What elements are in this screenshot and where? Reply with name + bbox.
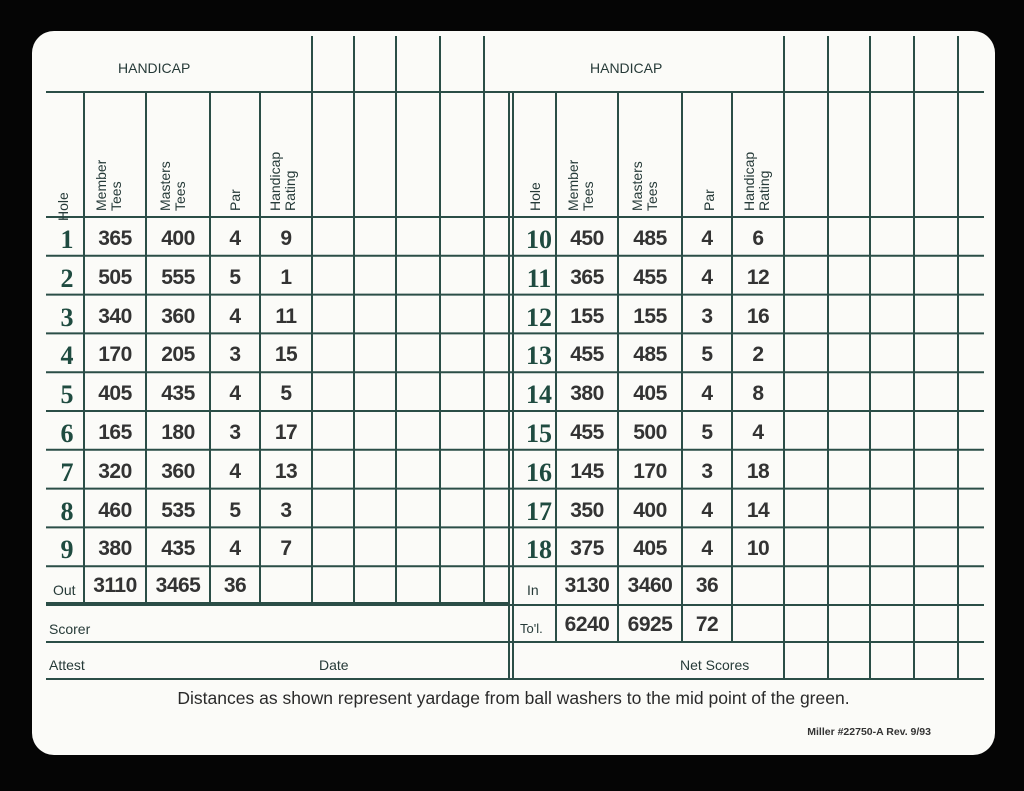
handicap-rating-value: 11 bbox=[275, 304, 297, 328]
hole-number: 12 bbox=[526, 302, 552, 332]
masters-tees-label: Masters Tees bbox=[629, 161, 660, 211]
par-value: 4 bbox=[229, 537, 241, 561]
member-tees-yardage: 455 bbox=[570, 421, 604, 444]
par-value: 4 bbox=[701, 227, 713, 250]
in-member: 3130 bbox=[564, 574, 610, 597]
masters-tees-yardage: 360 bbox=[161, 459, 195, 483]
member-tees-yardage: 505 bbox=[98, 265, 132, 289]
total-member: 6240 bbox=[564, 613, 610, 636]
par-value: 3 bbox=[229, 343, 241, 367]
member-tees-label: Member Tees bbox=[93, 159, 124, 211]
attest-label: Attest bbox=[49, 657, 85, 673]
handicap-rating-value: 4 bbox=[752, 421, 764, 444]
handicap-rating-value: 3 bbox=[280, 498, 292, 522]
member-tees-header-right bbox=[566, 160, 596, 211]
hole-number: 4 bbox=[60, 341, 74, 371]
hole-number: 15 bbox=[526, 419, 552, 448]
handicap-rating-value: 18 bbox=[746, 459, 770, 483]
in-masters: 3460 bbox=[627, 574, 673, 597]
in-label: In bbox=[527, 582, 539, 598]
member-tees-label: Member Tees bbox=[565, 159, 596, 211]
par-value: 4 bbox=[701, 537, 713, 561]
hole-number: 3 bbox=[60, 302, 74, 332]
member-tees-yardage: 365 bbox=[98, 227, 132, 250]
par-value: 3 bbox=[701, 304, 713, 328]
member-tees-yardage: 365 bbox=[570, 265, 604, 289]
hole-number: 8 bbox=[60, 496, 74, 526]
hole-number: 14 bbox=[526, 380, 552, 410]
hole-number: 16 bbox=[526, 457, 552, 487]
member-tees-yardage: 340 bbox=[98, 304, 132, 328]
masters-tees-yardage: 180 bbox=[161, 421, 195, 444]
member-tees-yardage: 460 bbox=[98, 498, 132, 522]
member-tees-yardage: 320 bbox=[98, 459, 132, 483]
handicap-header-left: HANDICAP bbox=[118, 60, 191, 76]
member-tees-yardage: 450 bbox=[570, 227, 604, 250]
handicap-rating-value: 2 bbox=[752, 343, 764, 367]
hole-number: 7 bbox=[60, 457, 74, 487]
hole-number: 17 bbox=[526, 496, 552, 526]
masters-tees-yardage: 435 bbox=[161, 537, 195, 561]
masters-tees-yardage: 455 bbox=[633, 265, 667, 289]
handicap-rating-value: 15 bbox=[274, 343, 298, 367]
out-label: Out bbox=[53, 582, 76, 598]
masters-tees-yardage: 555 bbox=[161, 265, 195, 289]
par-value: 4 bbox=[701, 382, 713, 406]
masters-tees-yardage: 400 bbox=[161, 227, 195, 250]
masters-tees-yardage: 400 bbox=[633, 498, 667, 522]
scorecard bbox=[32, 31, 995, 755]
masters-tees-yardage: 360 bbox=[161, 304, 195, 328]
member-tees-yardage: 155 bbox=[570, 304, 604, 328]
handicap-rating-value: 14 bbox=[746, 498, 770, 522]
hole-number: 18 bbox=[526, 535, 552, 565]
masters-tees-yardage: 435 bbox=[161, 382, 195, 406]
total-masters: 6925 bbox=[627, 613, 673, 636]
masters-tees-yardage: 405 bbox=[633, 382, 667, 406]
masters-tees-yardage: 485 bbox=[633, 343, 667, 367]
member-tees-yardage: 145 bbox=[570, 459, 604, 483]
member-tees-yardage: 455 bbox=[570, 343, 604, 367]
handicap-rating-label: Handicap Rating bbox=[741, 151, 772, 211]
member-tees-yardage: 375 bbox=[570, 537, 604, 561]
handicap-rating-value: 6 bbox=[752, 227, 764, 250]
handicap-rating-value: 8 bbox=[752, 382, 764, 406]
hole-header-right: Hole bbox=[527, 182, 543, 211]
par-value: 4 bbox=[229, 304, 241, 328]
par-value: 5 bbox=[701, 343, 713, 367]
hole-number: 10 bbox=[526, 225, 552, 254]
member-tees-yardage: 405 bbox=[98, 382, 132, 406]
hole-number: 2 bbox=[60, 263, 74, 293]
par-value: 4 bbox=[229, 227, 241, 250]
handicap-rating-header-right bbox=[742, 152, 772, 211]
out-masters: 3465 bbox=[155, 574, 201, 597]
distance-footnote: Distances as shown represent yardage from ball washers to the mid point of the green. bbox=[177, 688, 850, 708]
par-value: 5 bbox=[229, 498, 241, 522]
masters-tees-yardage: 205 bbox=[161, 343, 195, 367]
member-tees-yardage: 170 bbox=[98, 343, 132, 367]
handicap-rating-value: 7 bbox=[280, 537, 292, 561]
hole-number: 5 bbox=[60, 380, 74, 410]
masters-tees-yardage: 405 bbox=[633, 537, 667, 561]
out-member: 3110 bbox=[93, 574, 137, 597]
par-value: 4 bbox=[701, 265, 713, 289]
masters-tees-header-right bbox=[630, 161, 660, 211]
par-value: 5 bbox=[701, 421, 713, 444]
hole-number: 9 bbox=[60, 535, 74, 565]
handicap-rating-value: 10 bbox=[746, 537, 770, 561]
masters-tees-yardage: 155 bbox=[633, 304, 667, 328]
masters-tees-header-left bbox=[158, 161, 188, 211]
par-header-right: Par bbox=[701, 189, 717, 211]
member-tees-yardage: 380 bbox=[98, 537, 132, 561]
par-value: 3 bbox=[701, 459, 713, 483]
masters-tees-yardage: 535 bbox=[161, 498, 195, 522]
hole-number: 11 bbox=[526, 263, 552, 293]
form-number: Miller #22750-A Rev. 9/93 bbox=[807, 726, 931, 738]
total-par: 72 bbox=[695, 613, 719, 636]
handicap-rating-label: Handicap Rating bbox=[267, 151, 298, 211]
member-tees-yardage: 165 bbox=[98, 421, 132, 444]
handicap-rating-value: 13 bbox=[274, 459, 298, 483]
masters-tees-label: Masters Tees bbox=[157, 161, 188, 211]
out-par: 36 bbox=[223, 574, 247, 597]
par-value: 4 bbox=[229, 459, 241, 483]
hole-header-left: Hole bbox=[55, 192, 71, 221]
handicap-rating-value: 9 bbox=[280, 227, 292, 250]
scorer-label: Scorer bbox=[49, 621, 91, 637]
handicap-header-right: HANDICAP bbox=[590, 60, 663, 76]
handicap-rating-value: 5 bbox=[280, 382, 292, 406]
handicap-rating-value: 12 bbox=[746, 265, 770, 289]
hole-number: 13 bbox=[526, 341, 552, 371]
par-value: 3 bbox=[229, 421, 241, 444]
hole-number: 1 bbox=[60, 225, 74, 254]
par-header-left: Par bbox=[227, 189, 243, 211]
masters-tees-yardage: 170 bbox=[633, 459, 667, 483]
par-value: 5 bbox=[229, 265, 241, 289]
handicap-rating-value: 1 bbox=[280, 265, 292, 289]
in-par: 36 bbox=[695, 574, 719, 597]
member-tees-yardage: 380 bbox=[570, 382, 604, 406]
total-label: To'l. bbox=[520, 621, 543, 636]
handicap-rating-value: 16 bbox=[746, 304, 770, 328]
member-tees-header-left bbox=[94, 160, 124, 211]
par-value: 4 bbox=[229, 382, 241, 406]
par-value: 4 bbox=[701, 498, 713, 522]
masters-tees-yardage: 485 bbox=[633, 227, 667, 250]
handicap-rating-header-left bbox=[268, 152, 298, 211]
member-tees-yardage: 350 bbox=[570, 498, 604, 522]
masters-tees-yardage: 500 bbox=[633, 421, 667, 444]
handicap-rating-value: 17 bbox=[274, 421, 298, 444]
date-label: Date bbox=[319, 657, 349, 673]
hole-number: 6 bbox=[60, 419, 74, 448]
net-scores-label: Net Scores bbox=[680, 657, 750, 673]
